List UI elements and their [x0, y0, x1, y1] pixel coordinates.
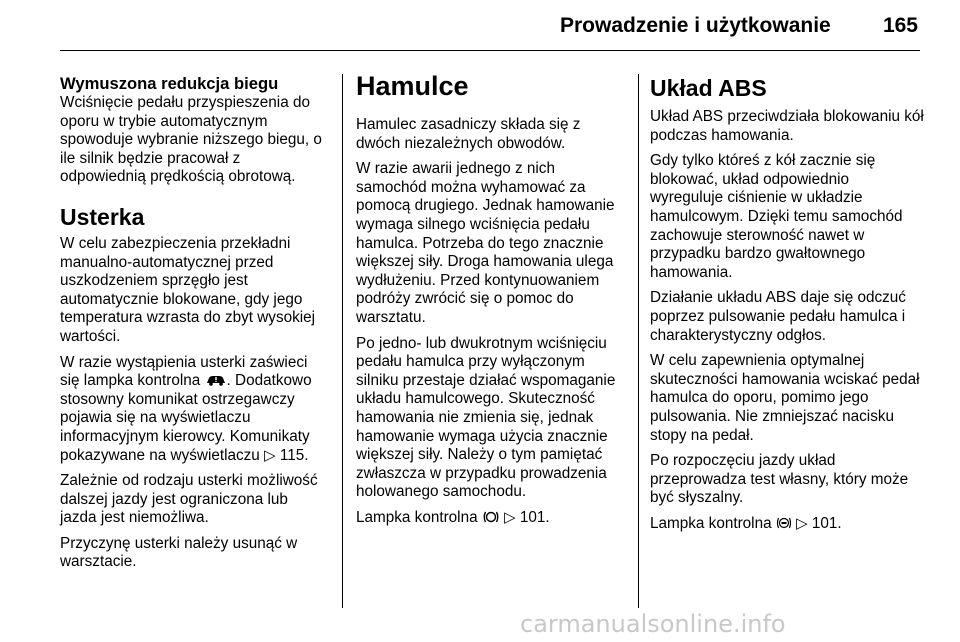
paragraph: Zależnie od rodzaju usterki możliwość dalszej jazdy jest ograniczona lub jazda jest niemożliwa.	[60, 472, 318, 527]
abs-icon	[776, 516, 792, 530]
paragraph: Hamulec zasadniczy składa się z dwóch niezależnych obwodów.	[356, 116, 581, 152]
text-span: Lampka kontrolna	[356, 508, 478, 526]
column-divider	[638, 74, 639, 608]
column-divider	[342, 74, 343, 608]
paragraph: W razie awarii jednego z nich samochód można wyhamować za pomocą drugiego. Jednak hamowanie wymaga silnego wciśnięcia pedału hamulca. Potrzeba do tego znacznie większej siły. Droga hamowania ulega wydłużeniu. Przed kontynuowaniem podróży zwrócić się o pomoc do warsztatu.	[356, 160, 615, 326]
paragraph: W celu zabezpieczenia przekładni manualno-automatycznej przed uszkodzeniem sprzęgło jest automatycznie blokowane, gdy jego temperatura wzrasta do zbyt wysokiej wartości.	[60, 234, 316, 345]
column-2	[356, 71, 621, 534]
watermark: carmanualsonline.info	[520, 610, 786, 638]
page-reference-icon: ▷	[796, 514, 808, 532]
paragraph: Po jedno- lub dwukrotnym wciśnięciu pedału hamulca przy wyłączonym silniku przestaje działać wspomaganie układu hamulcowego. Skuteczność hamowania nie zmienia się, jednak hamowanie wymaga użycia znacznie większej siły. Należy o tym pamiętać zwłaszcza w przypadku prowadzenia holowanego samochodu.	[356, 334, 616, 501]
section-heading-brakes: Hamulce	[356, 71, 469, 101]
column-3	[650, 74, 925, 540]
car-warning-icon	[205, 374, 227, 386]
paragraph: Po rozpoczęciu jazdy układ przeprowadza test własny, który może być słyszalny.	[650, 452, 909, 507]
page-reference[interactable]: 101.	[519, 508, 550, 526]
paragraph: Przyczynę usterki należy usunąć w warsztacie.	[60, 534, 298, 571]
text-span: . Dodatkowo stosowny komunikat ostrzegawczy pojawia się na wyświetlaczu informacyjnym kierowcy. Komunikaty pokazywane na wyświetlaczu	[60, 372, 312, 464]
paragraph: Gdy tylko któreś z kół zacznie się blokować, układ odpowiednio wyreguluje ciśnienie w układzie hamulcowym. Dzięki temu samochód zachowuje sterowność nawet w przypadku bardzo gwałtownego hamowania.	[650, 152, 903, 281]
page-number: 165	[882, 14, 918, 37]
page-reference[interactable]: 101.	[811, 514, 842, 532]
brake-warning-icon	[482, 510, 500, 524]
paragraph: W celu zapewnienia optymalnej skuteczności hamowania wciskać pedał hamulca do oporu, pomimo jego pulsowania. Nie zmniejszać nacisku stopy na pedał.	[650, 352, 920, 444]
paragraph	[356, 509, 621, 528]
section-heading-abs: Układ ABS	[650, 75, 767, 101]
paragraph: Układ ABS przeciwdziała blokowaniu kół podczas hamowania.	[650, 108, 924, 144]
page-reference-icon: ▷	[264, 446, 276, 464]
page-reference-icon: ▷	[504, 508, 516, 526]
page-header-title: Prowadzenie i użytkowanie	[560, 14, 831, 37]
page-reference[interactable]: 115.	[279, 446, 309, 464]
paragraph	[650, 515, 925, 534]
section-heading-fault: Usterka	[60, 203, 145, 230]
text-span: W razie wystąpienia usterki zaświeci się lampka kontrolna	[60, 353, 308, 390]
section-heading-kickdown: Wymuszona redukcja biegu	[60, 74, 279, 93]
header-rule	[60, 50, 920, 51]
paragraph: Wciśnięcie pedału przyspieszenia do oporu w trybie automatycznym spowoduje wybranie niższego biegu, o ile silnik będzie pracował z odpowiednią prędkością obrotową.	[60, 94, 322, 186]
paragraph	[60, 354, 325, 466]
text-span: Lampka kontrolna	[650, 514, 772, 532]
paragraph: Działanie układu ABS daje się odczuć poprzez pulsowanie pedału hamulca i charakterystyczny odgłos.	[650, 289, 906, 344]
column-1	[60, 74, 325, 579]
